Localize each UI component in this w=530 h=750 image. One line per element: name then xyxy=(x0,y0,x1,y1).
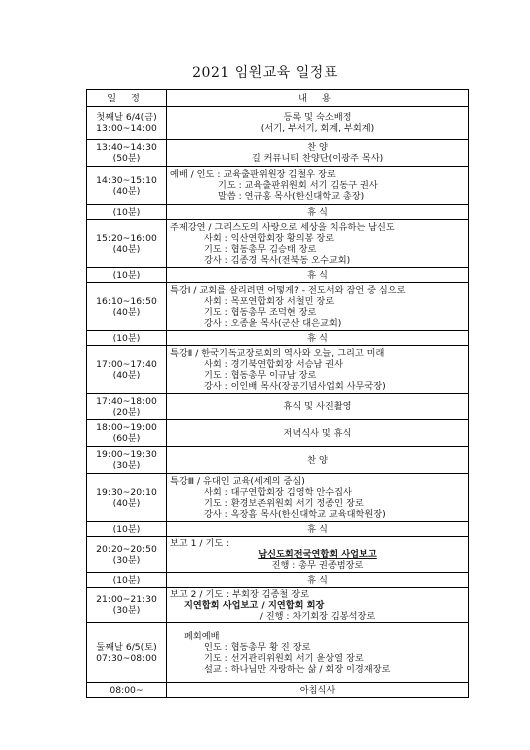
time-cell xyxy=(87,522,167,537)
content-cell xyxy=(167,140,469,167)
table-row xyxy=(87,140,469,167)
time-label: 17:40~18:00 xyxy=(96,395,157,407)
content-cell xyxy=(167,474,469,522)
content-cell xyxy=(167,331,469,346)
time-cell xyxy=(87,268,167,283)
content-line: 남신도회전국연합회 사업보고 xyxy=(258,549,377,560)
time-duration: 13:00~14:00 xyxy=(96,123,157,134)
content-cell xyxy=(167,283,469,331)
content-cell xyxy=(167,573,469,588)
time-label: 19:30~20:10 xyxy=(96,486,157,498)
time-cell xyxy=(87,588,167,623)
time-label: 15:20~16:00 xyxy=(96,232,157,244)
time-label: (10분) xyxy=(112,332,141,344)
time-label: 14:30~15:10 xyxy=(96,174,157,186)
time-cell xyxy=(87,167,167,205)
content-cell xyxy=(167,167,469,205)
table-row xyxy=(87,683,469,698)
content-cell xyxy=(167,107,469,140)
content-cell xyxy=(167,220,469,268)
time-cell xyxy=(87,474,167,522)
time-cell xyxy=(87,623,167,683)
content-line: 특강Ⅲ / 유대인 교육(세계의 중심) xyxy=(170,475,305,487)
content-line: 기도 : 환경보존위원회 서기 정종인 장로 xyxy=(204,497,364,509)
content-line: 말씀 : 연규홍 목사(한신대학교 총장) xyxy=(218,191,365,202)
time-label: 첫째날 6/4(금) xyxy=(96,112,157,123)
content-line: 기도 : 교육출판위원회 서기 김동구 권사 xyxy=(218,180,378,191)
table-row xyxy=(87,522,469,537)
time-duration: (40분) xyxy=(112,306,141,318)
content-line: 찬 양 xyxy=(307,454,328,466)
content-line: 사회 : 익산연합회장 황의봉 장로 xyxy=(204,232,335,244)
content-line: 기도 : 협동총무 이규남 장로 xyxy=(204,369,317,381)
time-label: (10분) xyxy=(112,206,141,218)
time-cell xyxy=(87,283,167,331)
time-label: 13:40~14:30 xyxy=(96,142,157,153)
time-cell xyxy=(87,107,167,140)
time-cell xyxy=(87,420,167,447)
table-row xyxy=(87,447,469,474)
time-label: 08:00~ xyxy=(109,684,144,696)
content-line: 특강Ⅱ / 한국기독교장로회의 역사와 오늘, 그리고 미래 xyxy=(170,347,385,359)
time-label: 21:00~21:30 xyxy=(96,594,157,605)
time-label: 20:20~20:50 xyxy=(96,543,157,555)
table-row xyxy=(87,588,469,623)
content-line: 진행 : 총무 권종범장로 xyxy=(271,560,364,571)
content-line: 보고 1 / 기도 : xyxy=(170,538,230,549)
table-header-row xyxy=(87,90,469,107)
content-line: 강사 : 이인배 목사(장공기념사업회 사무국장) xyxy=(204,380,386,392)
time-duration: (40분) xyxy=(112,185,141,197)
schedule-table xyxy=(86,89,469,698)
time-duration: (40분) xyxy=(112,369,141,381)
table-row xyxy=(87,107,469,140)
table-row xyxy=(87,394,469,420)
time-cell xyxy=(87,205,167,220)
content-line: 등록 및 숙소배정 xyxy=(283,112,352,123)
content-line: 저녁식사 및 휴식 xyxy=(283,427,352,439)
time-cell xyxy=(87,683,167,698)
content-cell xyxy=(167,420,469,447)
time-duration: (60분) xyxy=(112,433,141,444)
content-cell xyxy=(167,522,469,537)
table-row xyxy=(87,420,469,447)
content-line: 휴 식 xyxy=(307,574,328,586)
time-cell xyxy=(87,573,167,588)
content-line: 사회 : 경기북연합회장 서승남 권사 xyxy=(204,358,344,370)
content-line: 기도 : 선거관리위원회 서기 윤상열 장로 xyxy=(204,652,364,664)
time-cell xyxy=(87,331,167,346)
time-label: 둘째날 6/5(토) xyxy=(96,641,157,653)
time-label: 16:10~16:50 xyxy=(96,295,157,307)
content-cell xyxy=(167,394,469,420)
content-line: 아침식사 xyxy=(299,684,336,696)
content-cell xyxy=(167,447,469,474)
time-cell xyxy=(87,220,167,268)
time-cell xyxy=(87,346,167,394)
time-cell xyxy=(87,447,167,474)
content-line: 기도 : 협동총무 조덕현 장로 xyxy=(204,306,317,318)
time-duration: (30분) xyxy=(112,605,141,616)
content-line: 사회 : 목포연합회장 서철민 장로 xyxy=(204,295,335,307)
table-row xyxy=(87,268,469,283)
content-line: 인도 : 협동총무 황 진 장로 xyxy=(204,641,311,653)
content-cell xyxy=(167,346,469,394)
page-title: 2021 임원교육 일정표 xyxy=(192,65,338,81)
content-line: 강사 : 김종경 목사(전북동 오수교회) xyxy=(204,254,351,266)
content-line: 강사 : 옥장흠 목사(한신대학교 교육대학원장) xyxy=(204,508,386,520)
time-duration: (40분) xyxy=(112,243,141,255)
content-line: 휴식 및 사진촬영 xyxy=(283,401,352,412)
time-label: 17:00~17:40 xyxy=(96,358,157,370)
time-label: (10분) xyxy=(112,523,141,535)
time-cell xyxy=(87,394,167,420)
table-row xyxy=(87,220,469,268)
content-line: 주제강연 / 그리스도의 사랑으로 세상을 치유하는 남신도 xyxy=(170,221,395,233)
time-duration: (40분) xyxy=(112,497,141,509)
table-row xyxy=(87,573,469,588)
table-row xyxy=(87,167,469,205)
content-line: 보고 2 / 기도 : 부회장 김종철 장로 xyxy=(170,588,309,600)
time-duration: (50분) xyxy=(112,153,141,164)
table-row xyxy=(87,346,469,394)
content-cell xyxy=(167,268,469,283)
table-row xyxy=(87,205,469,220)
content-line: 예배 / 인도 : 교육출판위원장 김철우 장로 xyxy=(170,169,336,180)
content-line: 휴 식 xyxy=(307,206,328,218)
time-duration: (30분) xyxy=(112,460,141,471)
table-row xyxy=(87,331,469,346)
time-label: 19:00~19:30 xyxy=(96,449,157,460)
content-cell xyxy=(167,683,469,698)
content-line: 폐회예배 xyxy=(184,630,220,642)
time-duration: 07:30~08:00 xyxy=(96,652,157,664)
content-line: 지연합회 사업보고 / 지연합회 회장 xyxy=(184,599,325,611)
content-line: 휴 식 xyxy=(307,523,328,535)
content-cell xyxy=(167,623,469,683)
content-cell xyxy=(167,588,469,623)
content-line: 강사 : 오종윤 목사(군산 대은교회) xyxy=(204,317,342,329)
header-schedule: 일 정 xyxy=(87,90,167,107)
time-duration: (20분) xyxy=(112,406,141,418)
content-cell xyxy=(167,205,469,220)
table-row xyxy=(87,623,469,683)
content-line: (서기, 부서기, 회계, 부회계) xyxy=(260,123,375,134)
time-label: (10분) xyxy=(112,574,141,586)
content-line: 사회 : 대구연합회장 김영학 안수집사 xyxy=(204,486,352,498)
time-duration: (30분) xyxy=(112,554,141,566)
content-cell xyxy=(167,537,469,573)
time-label: 18:00~19:00 xyxy=(96,422,157,433)
table-row xyxy=(87,283,469,331)
content-line: 기도 : 협동총무 김승태 장로 xyxy=(204,243,317,255)
content-line: 특강Ⅰ / 교회를 살리려면 어떻게? - 전도서와 잠언 중 심으로 xyxy=(170,284,406,296)
header-content: 내 용 xyxy=(167,90,469,107)
content-line: 휴 식 xyxy=(307,332,328,344)
content-line: / 진행 : 차기회장 김봉석장로 xyxy=(259,610,376,622)
table-row xyxy=(87,474,469,522)
time-cell xyxy=(87,140,167,167)
content-line: 휴 식 xyxy=(307,269,328,281)
table-row xyxy=(87,537,469,573)
time-label: (10분) xyxy=(112,269,141,281)
content-line: 찬 양 xyxy=(307,142,328,153)
time-cell xyxy=(87,537,167,573)
content-line: 설교 : 하나님만 자랑하는 삶 / 회장 이경재장로 xyxy=(204,663,391,675)
content-line: 길 커뮤니티 찬양단(이광주 목사) xyxy=(251,153,384,164)
